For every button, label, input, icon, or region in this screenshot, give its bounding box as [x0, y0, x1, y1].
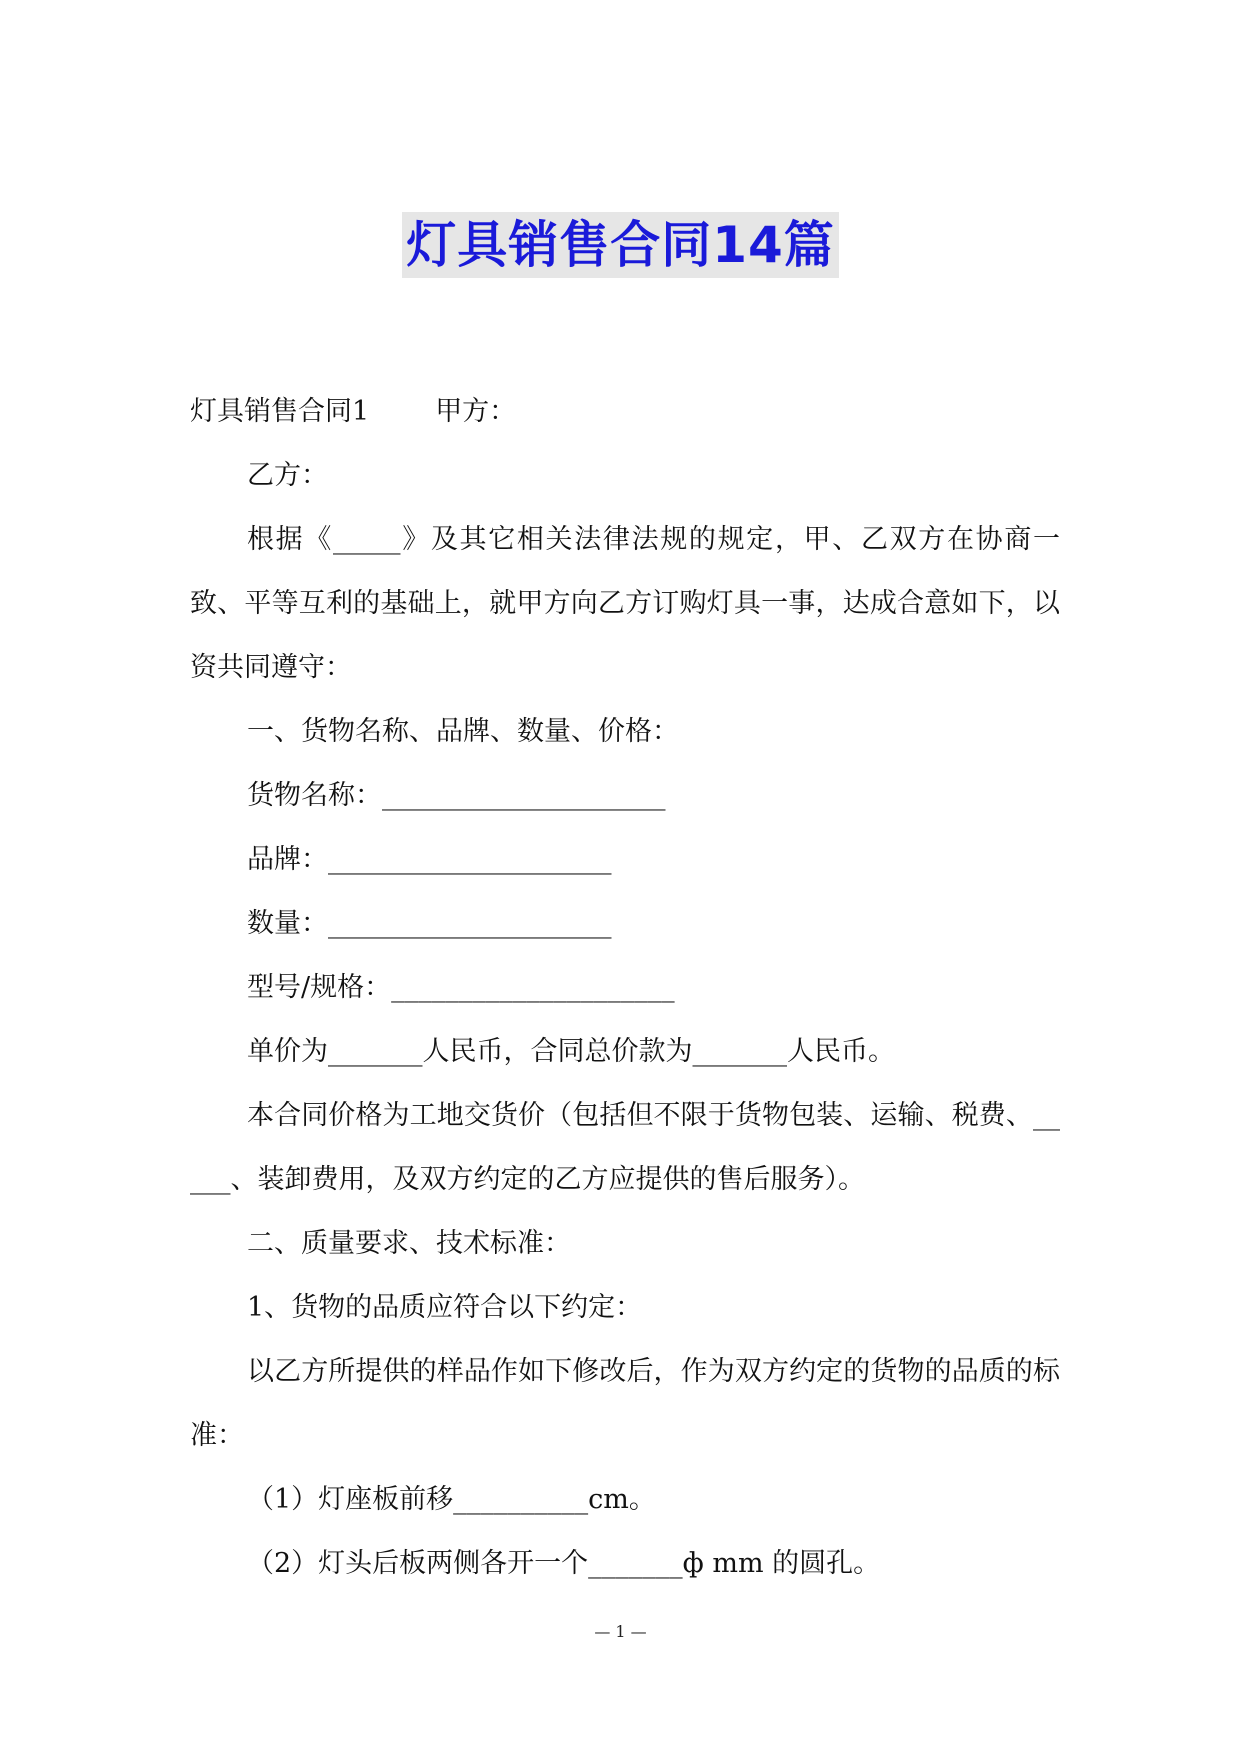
contract-number-label: 灯具销售合同1 [190, 396, 370, 427]
modification-item-2: （2）灯头后板两侧各开一个_______ф mm 的圆孔。 [247, 1548, 881, 1579]
section-2-heading: 二、质量要求、技术标准： [247, 1228, 571, 1259]
party-b-line: 乙方： [247, 460, 328, 491]
goods-name-line: 货物名称：_____________________ [247, 780, 666, 811]
price-line: 单价为_______人民币，合同总价款为_______人民币。 [247, 1036, 895, 1067]
document-body [190, 380, 1060, 1596]
preamble-paragraph: 根据《_____》及其它相关法律法规的规定，甲、乙双方在协商一致、平等互利的基础上，就甲方向乙方订购灯具一事，达成合意如下，以资共同遵守： [190, 524, 1060, 683]
price-terms-paragraph: 本合同价格为工地交货价（包括但不限于货物包装、运输、税费、_____、装卸费用，及双方约定的乙方应提供的售后服务）。 [190, 1100, 1060, 1195]
brand-line: 品牌：_____________________ [247, 844, 612, 875]
modification-item-1: （1）灯座板前移__________cm。 [247, 1484, 656, 1515]
quality-standard-paragraph: 以乙方所提供的样品作如下修改后，作为双方约定的货物的品质的标准： [190, 1356, 1060, 1451]
party-a-label: 甲方： [435, 396, 517, 427]
contract-heading-line [190, 380, 1060, 444]
title-container [0, 212, 1241, 278]
section-1-heading: 一、货物名称、品牌、数量、价格： [247, 716, 679, 747]
quality-clause-1: 1、货物的品质应符合以下约定： [247, 1292, 643, 1323]
page-number: — 1 — [594, 1622, 647, 1641]
quantity-line: 数量：_____________________ [247, 908, 612, 939]
model-spec-line: 型号/规格：_____________________ [247, 972, 675, 1003]
document-title: 灯具销售合同14篇 [402, 212, 839, 278]
